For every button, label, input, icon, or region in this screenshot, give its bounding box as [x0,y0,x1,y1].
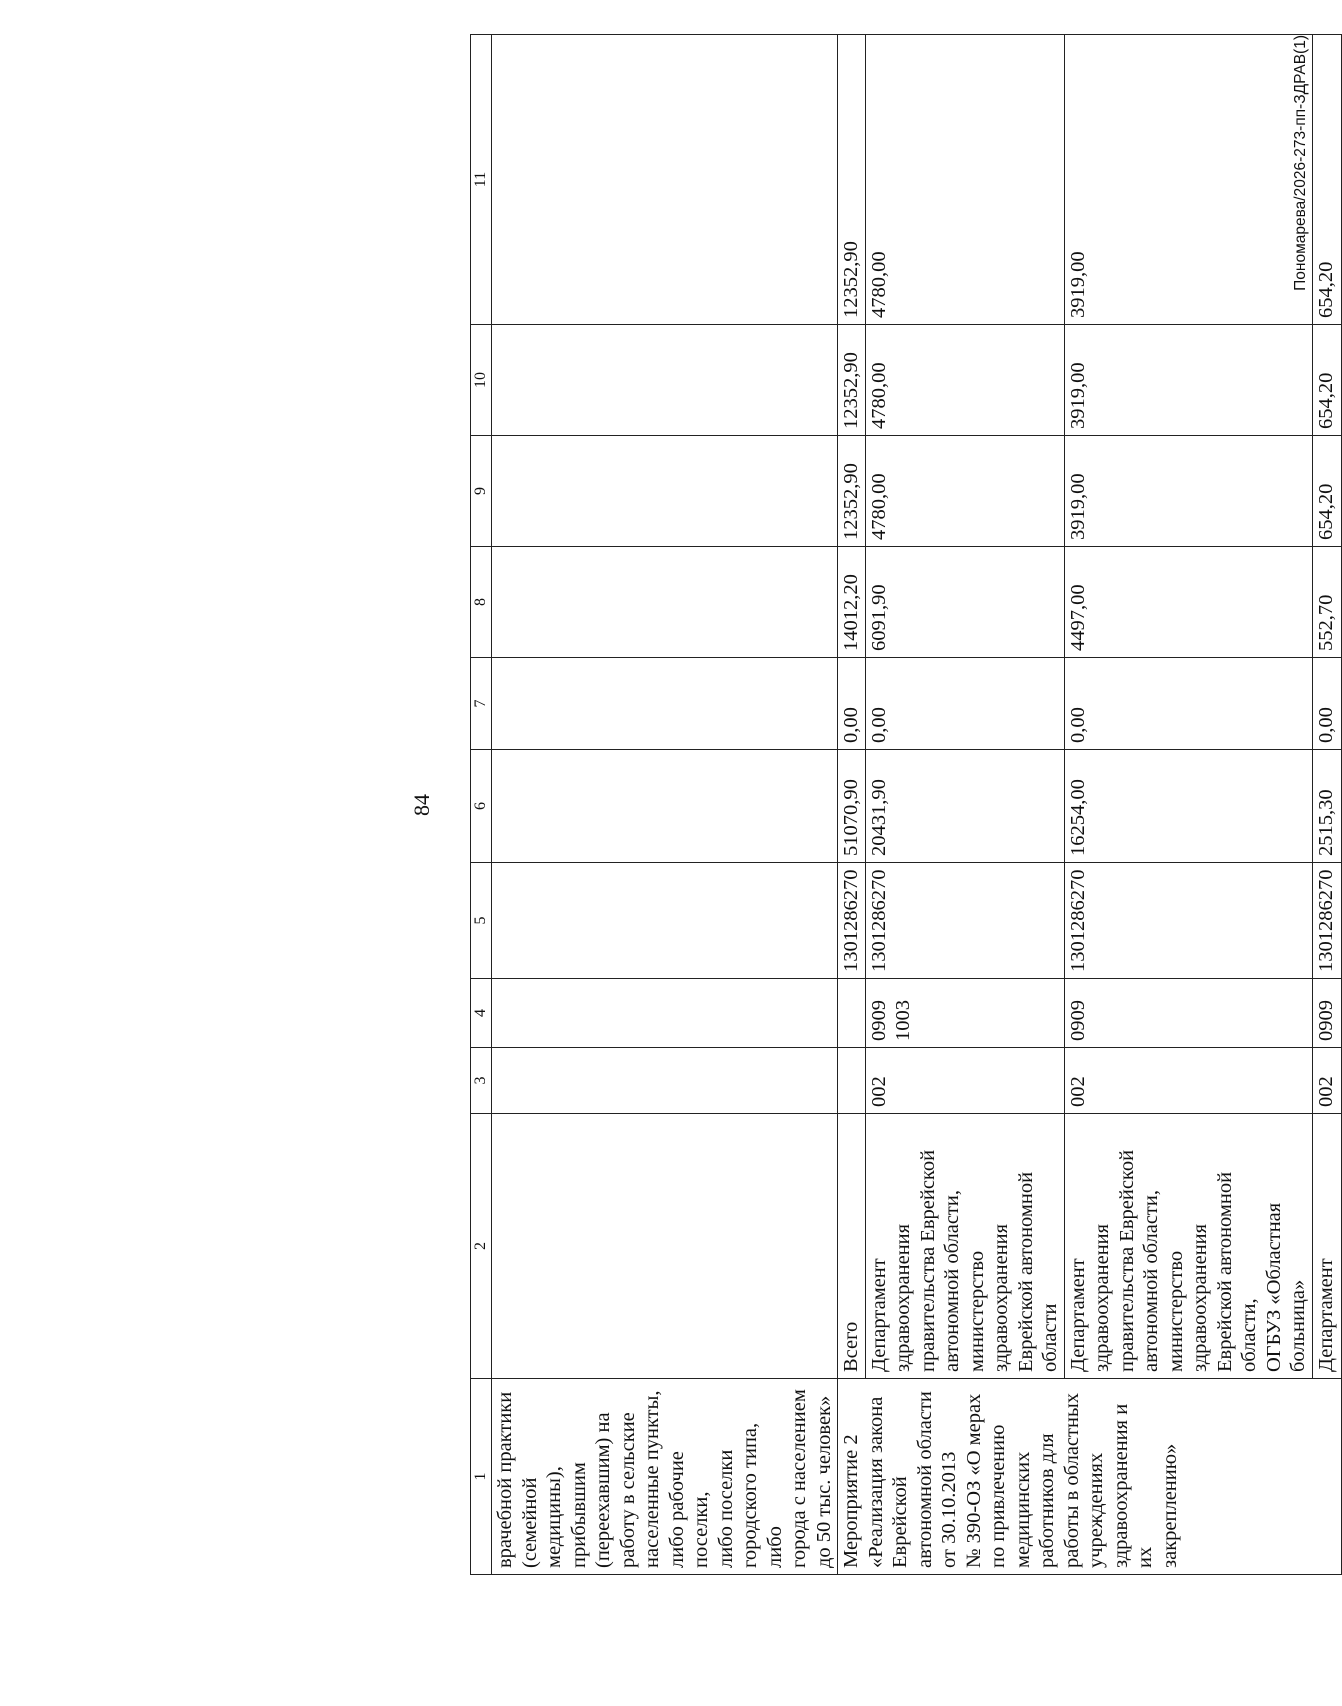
measure-description-cell: Мероприятие 2 «Реализация закона Еврейской автономной области от 30.10.2013 № 390-ОЗ «О мерах по привлечению медицинских работников для работы в областных учреждениях здравоохранения и их закреплению» [838,1379,1342,1575]
section-code-cell: 0909 [1312,979,1341,1048]
header-cell: 2 [471,1114,492,1379]
table-row [865,35,1064,1575]
header-cell: 1 [471,1379,492,1575]
amount-cell: 654,20 [1312,436,1341,547]
header-cell: 3 [471,1048,492,1114]
executor-cell: Департамент здравоохранения правительства Еврейской автономной области, министерство здравоохранения Еврейской автономной области, ОГБУЗ «Областная больница» [1064,1114,1312,1379]
amount-cell: 14012,20 [838,547,866,658]
executor-cell: Департамент здравоохранения правительства Еврейской автономной области, министерство здравоохранения Еврейской автономной области [865,1114,1064,1379]
amount-cell: 654,20 [1312,325,1341,436]
rotated-landscape-page [409,35,1337,1575]
section-code-cell [492,979,838,1048]
amount-cell [492,325,838,436]
amount-cell [492,750,838,863]
grbs-code-cell: 002 [1064,1048,1312,1114]
grbs-code-cell: 002 [865,1048,1064,1114]
amount-cell: 12352,90 [838,325,866,436]
amount-cell: 654,20 [1312,35,1341,325]
table-row [1312,35,1341,1575]
amount-cell: 0,00 [1312,658,1341,750]
section-code-cell [838,979,866,1048]
document-reference-footer: Пономарева/2026-273-пп-ЗДРАВ(1) [1292,35,1309,291]
target-article-cell: 1301286270 [865,863,1064,979]
grbs-code-cell [838,1048,866,1114]
amount-cell: 16254,00 [1064,750,1312,863]
amount-cell: 3919,00 [1064,325,1312,436]
grbs-code-cell [492,1048,838,1114]
grbs-code-cell: 002 [1312,1048,1341,1114]
amount-cell: 4497,00 [1064,547,1312,658]
section-code-cell: 0909 1003 [865,979,1064,1048]
header-cell: 10 [471,325,492,436]
amount-cell: 552,70 [1312,547,1341,658]
executor-cell: Всего [838,1114,866,1379]
table-row [838,35,866,1575]
amount-cell [492,547,838,658]
page-number: 84 [409,794,434,816]
executor-cell [492,1114,838,1379]
measure-description-cell: врачебной практики (семейной медицины), прибывшим (переехавшим) на работу в сельские населенные пункты, либо рабочие поселки, либо поселки городского типа, либо города с населением до 50 тыс. человек» [492,1379,838,1575]
amount-cell [492,436,838,547]
amount-cell: 51070,90 [838,750,866,863]
executor-cell: Департамент [1312,1114,1341,1379]
header-row [471,35,492,1575]
target-article-cell [492,863,838,979]
amount-cell: 0,00 [1064,658,1312,750]
section-code-cell: 0909 [1064,979,1312,1048]
target-article-cell: 1301286270 [1312,863,1341,979]
header-cell: 6 [471,750,492,863]
amount-cell [492,658,838,750]
amount-cell: 0,00 [865,658,1064,750]
amount-cell [492,35,838,325]
header-cell: 11 [471,35,492,325]
header-cell: 9 [471,436,492,547]
header-cell: 8 [471,547,492,658]
amount-cell: 6091,90 [865,547,1064,658]
amount-cell: 2515,30 [1312,750,1341,863]
header-cell: 4 [471,979,492,1048]
header-cell: 7 [471,658,492,750]
budget-table [470,34,1342,1575]
amount-cell: 4780,00 [865,325,1064,436]
table-row [1064,35,1312,1575]
amount-cell: 0,00 [838,658,866,750]
amount-cell: 4780,00 [865,436,1064,547]
target-article-cell: 1301286270 [1064,863,1312,979]
amount-cell: 4780,00 [865,35,1064,325]
amount-cell: 12352,90 [838,35,866,325]
amount-cell: 12352,90 [838,436,866,547]
header-cell: 5 [471,863,492,979]
amount-cell: 3919,00 [1064,35,1312,325]
amount-cell: 20431,90 [865,750,1064,863]
table-row [492,35,838,1575]
amount-cell: 3919,00 [1064,436,1312,547]
target-article-cell: 1301286270 [838,863,866,979]
